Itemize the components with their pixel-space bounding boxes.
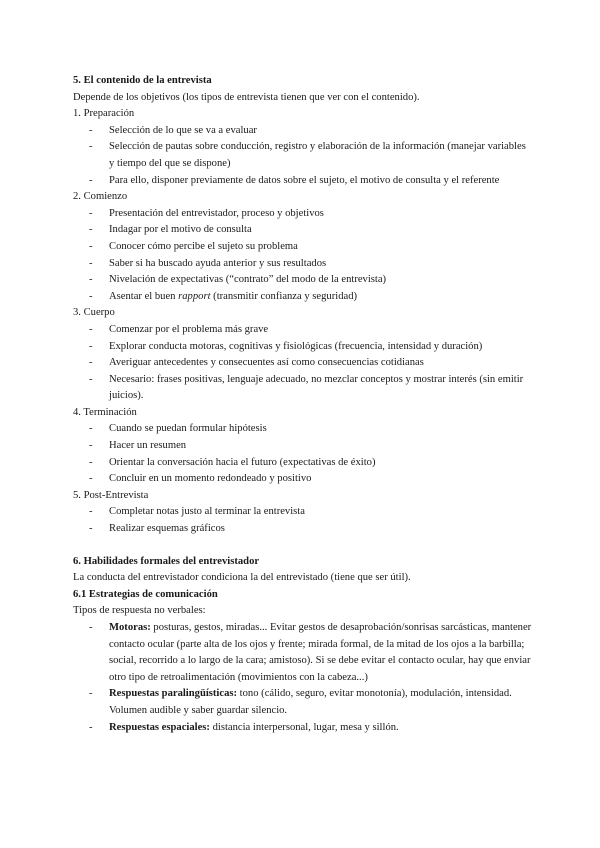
list-item: - Orientar la conversación hacia el futuro (expectativas de éxito) bbox=[73, 455, 533, 472]
phase-preparacion-title: 1. Preparación bbox=[73, 108, 135, 120]
section-5-intro: Depende de los objetivos (los tipos de entrevista tienen que ver con el contenido). bbox=[73, 91, 420, 103]
list-item: - Comenzar por el problema más grave bbox=[73, 322, 533, 339]
list-item: - Para ello, disponer previamente de datos sobre el sujeto, el motivo de consulta y el referente bbox=[73, 173, 533, 190]
phase-comienzo-list bbox=[73, 206, 533, 306]
list-item: - Realizar esquemas gráficos bbox=[73, 521, 533, 538]
list-item: - Indagar por el motivo de consulta bbox=[73, 222, 533, 239]
item-text: distancia interpersonal, lugar, mesa y sillón. bbox=[209, 721, 399, 733]
page-content bbox=[73, 73, 533, 736]
phase-cuerpo-list bbox=[73, 322, 533, 405]
list-item: - Cuando se puedan formular hipótesis bbox=[73, 421, 533, 438]
section-5-title: 5. El contenido de la entrevista bbox=[73, 75, 212, 86]
list-item: - Completar notas justo al terminar la entrevista bbox=[73, 504, 533, 521]
list-item-espaciales bbox=[73, 720, 533, 737]
phase-post-entrevista-list bbox=[73, 504, 533, 537]
rapport-emphasis: rapport bbox=[178, 290, 211, 302]
subsection-6-1-intro: Tipos de respuesta no verbales: bbox=[73, 605, 206, 617]
rapport-text-after: (transmitir confianza y seguridad) bbox=[210, 290, 358, 302]
section-spacer bbox=[73, 538, 533, 554]
list-item: - Selección de pautas sobre conducción, registro y elaboración de la información (manejar variables y tiempo del que se dispone) bbox=[73, 139, 533, 172]
phase-post-entrevista-title: 5. Post-Entrevista bbox=[73, 489, 149, 501]
list-item: - Necesario: frases positivas, lenguaje adecuado, no mezclar conceptos y mostrar interés (sin emitir juicios). bbox=[73, 372, 533, 405]
item-label: Motoras: bbox=[109, 622, 151, 633]
nonverbal-responses-list bbox=[73, 620, 533, 736]
phase-terminacion-list bbox=[73, 421, 533, 487]
phase-terminacion-title: 4. Terminación bbox=[73, 406, 137, 418]
section-6-title: 6. Habilidades formales del entrevistador bbox=[73, 555, 260, 567]
list-item: - Saber si ha buscado ayuda anterior y sus resultados bbox=[73, 256, 533, 273]
phase-preparacion-list bbox=[73, 123, 533, 189]
item-label: Respuestas espaciales: bbox=[109, 721, 210, 733]
list-item: - Presentación del entrevistador, proceso y objetivos bbox=[73, 206, 533, 223]
phase-cuerpo-title: 3. Cuerpo bbox=[73, 307, 115, 319]
phase-comienzo-title: 2. Comienzo bbox=[73, 191, 128, 203]
list-item-paralinguisticas bbox=[73, 686, 533, 719]
list-item-motoras bbox=[73, 620, 533, 686]
rapport-text-before: Asentar el buen bbox=[109, 290, 179, 302]
item-text: posturas, gestos, miradas... Evitar gestos de desaprobación/sonrisas sarcásticas, mantener contacto ocular (parte alta de los ojos y frente; mirada formal, de la mitad de los ojos a la barbilla; social, recorrido a lo largo de la cara; amistoso). Si se debe evitar el contacto ocular, hay que enviar otro tipo de retroalimentación (movimientos con la cabeza...) bbox=[109, 622, 532, 683]
list-item-rapport bbox=[73, 289, 533, 306]
list-item: - Conocer cómo percibe el sujeto su problema bbox=[73, 239, 533, 256]
section-6-intro: La conducta del entrevistador condiciona la del entrevistado (tiene que ser útil). bbox=[73, 572, 411, 584]
list-item: - Averiguar antecedentes y consecuentes así como consecuencias cotidianas bbox=[73, 355, 533, 372]
item-label: Respuestas paralingüísticas: bbox=[109, 688, 238, 700]
list-item: - Nivelación de expectativas (“contrato” del modo de la entrevista) bbox=[73, 272, 533, 289]
list-item: - Hacer un resumen bbox=[73, 438, 533, 455]
list-item: - Selección de lo que se va a evaluar bbox=[73, 123, 533, 140]
list-item: - Concluir en un momento redondeado y positivo bbox=[73, 471, 533, 488]
subsection-6-1-title: 6.1 Estrategias de comunicación bbox=[73, 588, 218, 600]
item-text: tono (cálido, seguro, evitar monotonía), modulación, intensidad. Volumen audible y saber guardar silencio. bbox=[109, 688, 512, 716]
list-item: - Explorar conducta motoras, cognitivas y fisiológicas (frecuencia, intensidad y duración) bbox=[73, 339, 533, 356]
